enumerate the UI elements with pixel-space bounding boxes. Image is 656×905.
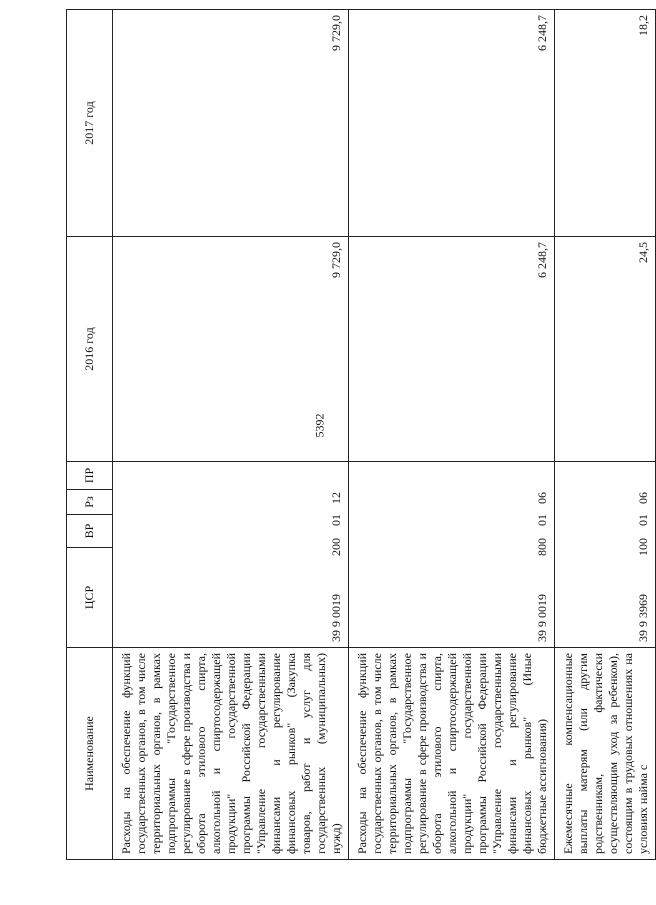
row-value-2016: 6 248,7 xyxy=(349,237,555,462)
row-value-2017: 9 729,0 xyxy=(113,10,349,237)
header-year-2017: 2017 год xyxy=(67,10,113,237)
table-row xyxy=(113,10,349,860)
row-value-2016: 24,5 xyxy=(555,237,656,462)
row-value-2017: 18,2 xyxy=(555,10,656,237)
row-csr: 39 9 0019 xyxy=(329,594,343,642)
row-codes xyxy=(113,462,349,648)
row-codes xyxy=(555,462,656,648)
row-value-2016: 9 729,0 xyxy=(113,237,349,462)
row-pr: 06 xyxy=(636,492,650,504)
header-rz: Рз xyxy=(67,490,113,515)
row-value-2017: 6 248,7 xyxy=(349,10,555,237)
row-csr: 39 9 3969 xyxy=(636,594,650,642)
row-csr: 39 9 0019 xyxy=(535,594,549,642)
row-pr: 12 xyxy=(329,492,343,504)
header-csr: ЦСР xyxy=(67,548,113,648)
header-year-2016: 2016 год xyxy=(67,237,113,462)
header-vr: ВР xyxy=(67,515,113,548)
table-row xyxy=(555,10,656,860)
row-name: Расходы на обеспечение функций государственных органов, в том числе территориальных органов, в рамках подпрограммы "Государственное регулирование в сфере производства и оборота этилового спирта, алкогольной и спиртосодержащей продукции" государственной программы Российской Федерации "Управление государственными финансами и регулирование финансовых рынков" (Закупка товаров, работ и услуг для государственных (муниципальных) нужд) xyxy=(113,648,349,860)
row-rz: 01 xyxy=(535,514,549,526)
row-pr: 06 xyxy=(535,492,549,504)
row-vr: 200 xyxy=(329,538,343,556)
row-name: Ежемесячные компенсационные выплаты матерям (или другим родственникам, фактически осуществляющим уход за ребенком), состоящим в трудовых отношениях на условиях найма с xyxy=(555,648,656,860)
header-pr: ПР xyxy=(67,462,113,490)
row-rz: 01 xyxy=(329,514,343,526)
row-vr: 800 xyxy=(535,538,549,556)
page-number: 5392 xyxy=(312,413,327,438)
row-rz: 01 xyxy=(636,514,650,526)
row-codes xyxy=(349,462,555,648)
row-name: Расходы на обеспечение функций государственных органов, в том числе территориальных органов, в рамках подпрограммы "Государственное регулирование в сфере производства и оборота этилового спирта, алкогольной и спиртосодержащей продукции" государственной программы Российской Федерации "Управление государственными финансами и регулирование финансовых рынков" (Иные бюджетные ассигнования) xyxy=(349,648,555,860)
table-header-row xyxy=(67,10,113,860)
table-row xyxy=(349,10,555,860)
row-vr: 100 xyxy=(636,538,650,556)
header-name: Наименование xyxy=(67,648,113,860)
budget-table xyxy=(66,9,656,860)
